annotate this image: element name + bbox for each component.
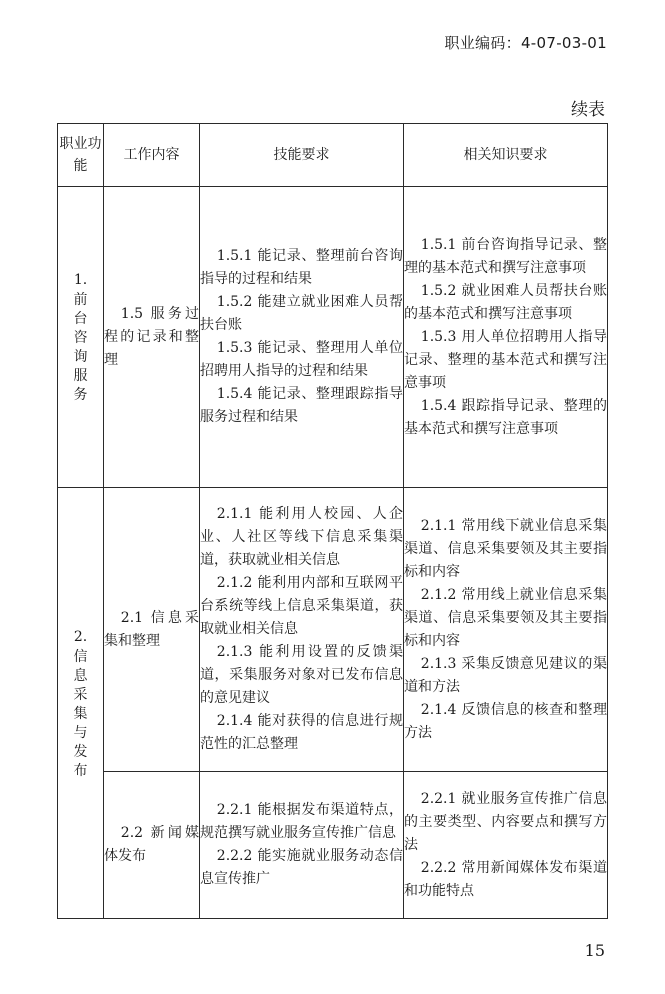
table-row bbox=[58, 187, 608, 488]
knowledge-item: 2.2.2 常用新闻媒体发布渠道和功能特点 bbox=[404, 859, 607, 899]
function-number: 1. bbox=[73, 272, 88, 288]
skill-item: 2.1.4 能对获得的信息进行规范性的汇总整理 bbox=[200, 713, 403, 752]
header-function-label: 职业功能 bbox=[59, 136, 102, 174]
skill-cell bbox=[200, 772, 404, 919]
header-knowledge: 相关知识要求 bbox=[404, 124, 608, 187]
skill-item: 2.1.2 能利用内部和互联网平台系统等线上信息采集渠道，获取就业相关信息 bbox=[200, 575, 403, 637]
table-header-row bbox=[58, 124, 608, 187]
skills-table bbox=[57, 123, 608, 919]
knowledge-cell bbox=[404, 488, 608, 772]
knowledge-item: 1.5.3 用人单位招聘用人指导记录、整理的基本范式和撰写注意事项 bbox=[404, 328, 607, 391]
table-row bbox=[58, 488, 608, 772]
work-content-cell: 2.1 信息采集和整理 bbox=[104, 488, 200, 772]
occupation-code: 职业编码：4-07-03-01 bbox=[444, 34, 607, 52]
skill-item: 2.2.1 能根据发布渠道特点，规范撰写就业服务宣传推广信息 bbox=[200, 802, 403, 841]
function-name: 信息采集与发布 bbox=[73, 648, 88, 779]
skill-item: 1.5.4 能记录、整理跟踪指导服务过程和结果 bbox=[200, 386, 403, 425]
knowledge-item: 2.1.4 反馈信息的核查和整理方法 bbox=[404, 701, 607, 741]
skill-cell bbox=[200, 488, 404, 772]
function-number: 2. bbox=[73, 628, 88, 645]
knowledge-item: 1.5.4 跟踪指导记录、整理的基本范式和撰写注意事项 bbox=[404, 397, 607, 437]
knowledge-cell bbox=[404, 187, 608, 488]
skill-cell bbox=[200, 187, 404, 488]
skill-item: 1.5.1 能记录、整理前台咨询指导的过程和结果 bbox=[200, 248, 403, 287]
knowledge-item: 1.5.1 前台咨询指导记录、整理的基本范式和撰写注意事项 bbox=[404, 236, 607, 276]
table-row bbox=[58, 772, 608, 919]
function-cell bbox=[58, 187, 104, 488]
header-work: 工作内容 bbox=[104, 124, 200, 187]
skill-item: 2.1.1 能利用人校园、人企业、人社区等线下信息采集渠道，获取就业相关信息 bbox=[200, 506, 403, 568]
header-function bbox=[58, 124, 104, 187]
continued-label: 续表 bbox=[571, 100, 605, 120]
skill-item: 2.2.2 能实施就业服务动态信息宣传推广 bbox=[200, 848, 403, 887]
skill-item: 2.1.3 能利用设置的反馈渠道，采集服务对象对已发布信息的意见建议 bbox=[200, 644, 403, 706]
knowledge-item: 1.5.2 就业困难人员帮扶台账的基本范式和撰写注意事项 bbox=[404, 282, 607, 322]
header-skill: 技能要求 bbox=[200, 124, 404, 187]
knowledge-cell bbox=[404, 772, 608, 919]
skill-item: 1.5.2 能建立就业困难人员帮扶台账 bbox=[200, 294, 403, 333]
work-content-cell: 2.2 新闻媒体发布 bbox=[104, 772, 200, 919]
knowledge-item: 2.1.3 采集反馈意见建议的渠道和方法 bbox=[404, 655, 607, 695]
knowledge-item: 2.1.1 常用线下就业信息采集渠道、信息采集要领及其主要指标和内容 bbox=[404, 517, 607, 580]
knowledge-item: 2.2.1 就业服务宣传推广信息的主要类型、内容要点和撰写方法 bbox=[404, 790, 607, 853]
work-content-cell: 1.5 服务过程的记录和整理 bbox=[104, 187, 200, 488]
page-number: 15 bbox=[584, 941, 605, 960]
function-cell bbox=[58, 488, 104, 919]
function-name: 前台咨询服务 bbox=[73, 292, 88, 403]
skill-item: 1.5.3 能记录、整理用人单位招聘用人指导的过程和结果 bbox=[200, 340, 403, 379]
knowledge-item: 2.1.2 常用线上就业信息采集渠道、信息采集要领及其主要指标和内容 bbox=[404, 586, 607, 649]
